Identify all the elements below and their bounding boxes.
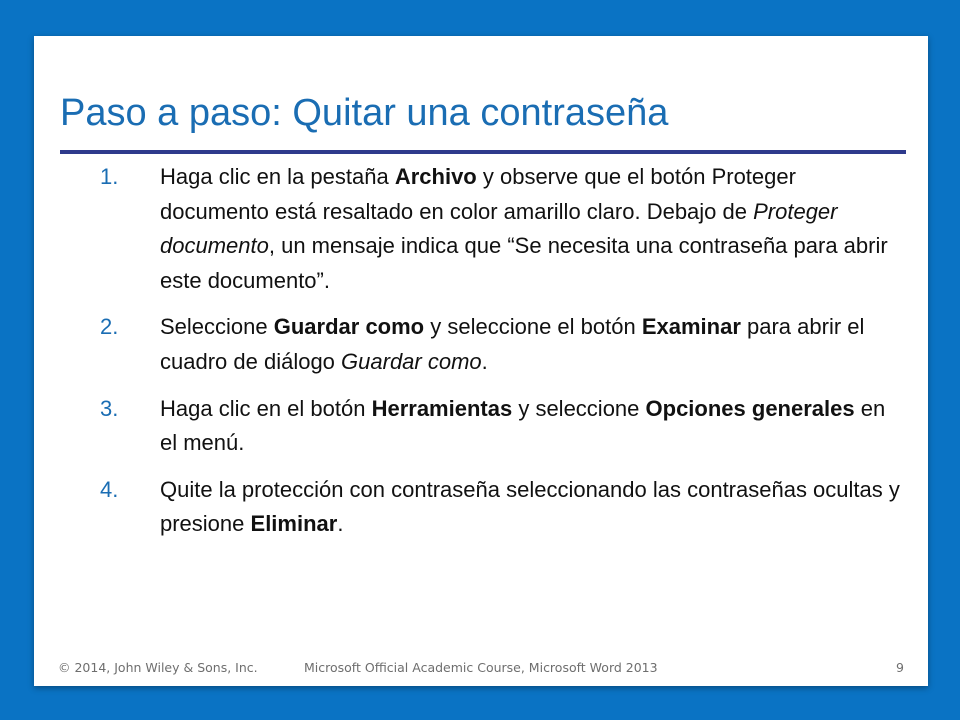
steps-list xyxy=(100,160,900,554)
step-text-segment: Examinar xyxy=(641,314,741,340)
page-number: 9 xyxy=(896,660,904,675)
step-item xyxy=(100,310,900,379)
step-text-segment: Quite la protección con contraseña seleccionando las contraseñas ocultas y presione xyxy=(160,476,900,537)
step-text-segment: para abrir el cuadro de diálogo xyxy=(160,314,865,374)
step-text-segment: , un mensaje indica que “Se necesita una contraseña para abrir este documento”. xyxy=(160,233,888,293)
step-text xyxy=(160,164,888,293)
slide xyxy=(34,36,928,686)
step-number: 1. xyxy=(100,164,119,189)
step-text-segment: en el menú. xyxy=(160,395,886,456)
step-text-segment: y observe que el botón Proteger documento está resaltado en color amarillo claro. Debajo de xyxy=(160,164,796,224)
step-text-segment: Eliminar xyxy=(250,511,338,537)
step-text-segment: Haga clic en el botón xyxy=(160,395,372,421)
slide-title: Paso a paso: Quitar una contraseña xyxy=(60,92,669,134)
step-text xyxy=(160,314,864,374)
step-text-segment: Haga clic en la pestaña xyxy=(160,164,395,189)
step-text xyxy=(160,396,885,456)
footer-copyright: © 2014, John Wiley & Sons, Inc. xyxy=(58,660,258,675)
step-text-segment: . xyxy=(481,348,488,374)
step-text-segment: Seleccione xyxy=(160,314,274,340)
step-number: 3. xyxy=(100,395,119,421)
step-text-segment: Guardar como xyxy=(273,314,425,340)
step-text-segment: Opciones generales xyxy=(645,395,855,421)
step-number: 2. xyxy=(100,314,119,340)
step-text xyxy=(160,477,900,537)
step-text-segment: Guardar como xyxy=(341,348,482,374)
step-text-segment: Herramientas xyxy=(371,395,513,421)
step-number: 4. xyxy=(100,476,119,502)
step-item xyxy=(100,473,900,542)
step-text-segment: y seleccione el botón xyxy=(424,314,642,340)
step-text-segment: Proteger documento xyxy=(160,198,838,259)
step-item xyxy=(100,392,900,461)
step-text-segment: Archivo xyxy=(394,164,477,189)
step-text-segment: . xyxy=(337,511,344,537)
title-underline xyxy=(60,150,906,154)
step-text-segment: y seleccione xyxy=(512,395,646,421)
footer-course: Microsoft Official Academic Course, Microsoft Word 2013 xyxy=(304,660,658,675)
step-item xyxy=(100,160,900,298)
